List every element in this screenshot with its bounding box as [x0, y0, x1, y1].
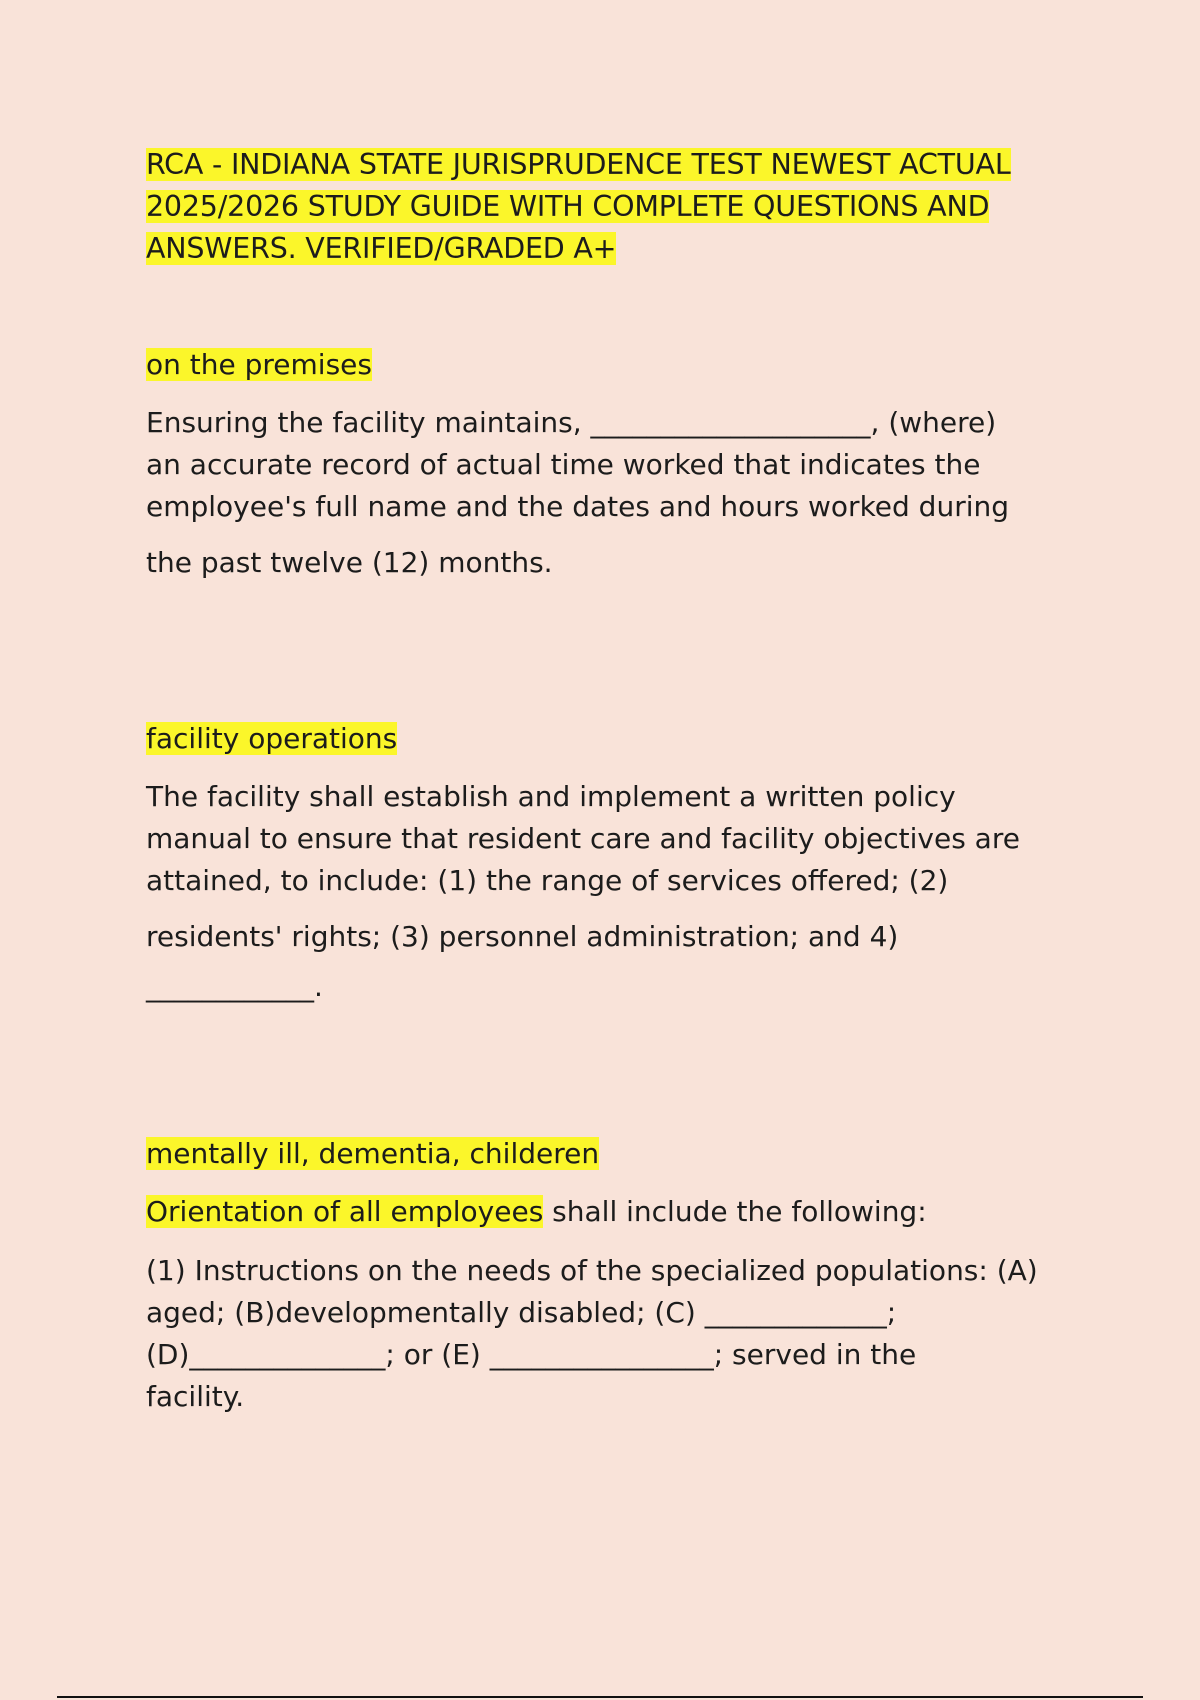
card-3-definition [146, 1250, 1076, 1418]
card-3-term [146, 1133, 1076, 1175]
card-3-prompt [146, 1191, 1076, 1233]
card-2-term [146, 718, 1076, 760]
definition-line: manual to ensure that resident care and facility objectives are [146, 822, 1020, 855]
definition-line: (D)______________; or (E) ________________; served in the [146, 1338, 917, 1371]
definition-line: the past twelve (12) months. [146, 546, 553, 579]
term-text: mentally ill, dementia, childeren [146, 1137, 600, 1170]
card-2-definition [146, 776, 1076, 1008]
definition-line: ____________. [146, 970, 323, 1003]
definition-line: The facility shall establish and implement a written policy [146, 780, 956, 813]
definition-line: residents' rights; (3) personnel administration; and 4) [146, 920, 899, 953]
card-1-definition [146, 402, 1076, 584]
definition-line: employee's full name and the dates and hours worked during [146, 490, 1010, 523]
prompt-rest: shall include the following: [543, 1195, 927, 1228]
document-title [146, 144, 1076, 270]
term-text: on the premises [146, 348, 372, 381]
title-text: RCA - INDIANA STATE JURISPRUDENCE TEST NEWEST ACTUAL 2025/2026 STUDY GUIDE WITH COMPLETE QUESTIONS AND ANSWERS. VERIFIED/GRADED A+ [146, 148, 1011, 265]
definition-line: facility. [146, 1380, 245, 1413]
prompt-highlight: Orientation of all employees [146, 1195, 544, 1228]
definition-line: aged; (B)developmentally disabled; (C) _____________; [146, 1296, 897, 1329]
card-1-term [146, 344, 1076, 386]
definition-line: (1) Instructions on the needs of the specialized populations: (A) [146, 1254, 1038, 1287]
term-text: facility operations [146, 722, 398, 755]
definition-line: attained, to include: (1) the range of services offered; (2) [146, 864, 949, 897]
bottom-rule [57, 1696, 1143, 1698]
definition-line: Ensuring the facility maintains, ____________________, (where) [146, 406, 997, 439]
definition-line: an accurate record of actual time worked that indicates the [146, 448, 981, 481]
